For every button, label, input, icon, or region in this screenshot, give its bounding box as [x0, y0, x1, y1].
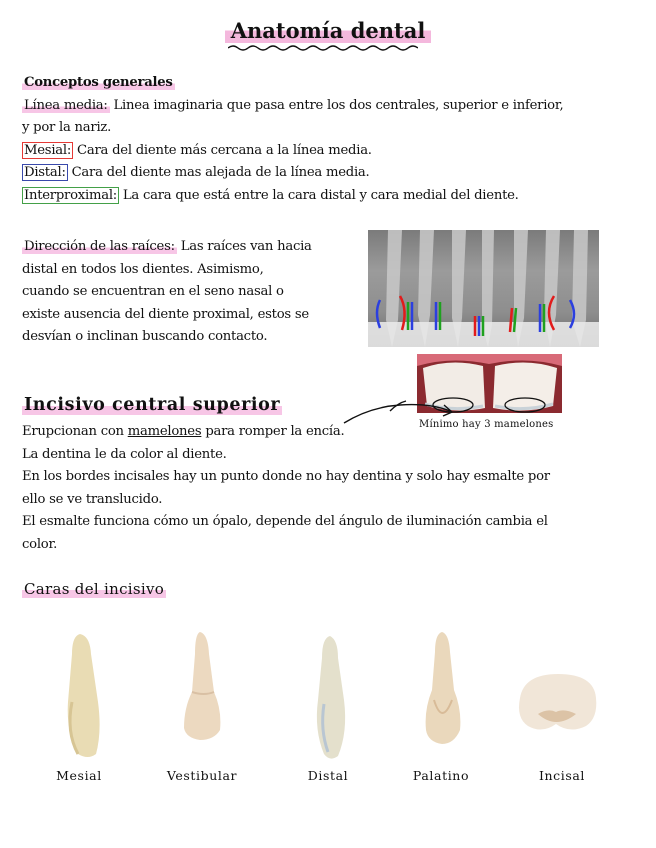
interproximal-term: Interproximal: — [24, 187, 117, 203]
roots-direction-section — [22, 236, 362, 349]
mesial-line — [22, 140, 642, 163]
tooth-mesial-image — [58, 632, 108, 760]
roots-term: Dirección de las raíces: — [24, 239, 175, 254]
general-concepts-heading: Conceptos generales — [24, 75, 173, 90]
distal-term: Distal: — [24, 165, 66, 180]
linea-media-definition: Linea imaginaria que pasa entre los dos centrales, superior e inferior, — [109, 97, 564, 113]
roots-text-1: Las raíces van hacia — [176, 239, 312, 254]
incisivo-line-5: El esmalte funciona cómo un ópalo, depende del ángulo de iluminación cambia el — [22, 514, 548, 529]
tooth-palatino-image — [418, 630, 468, 748]
mesial-term: Mesial: — [24, 142, 72, 158]
page-title: Anatomía dental — [0, 18, 656, 43]
linea-media-line-2: y por la nariz. — [22, 120, 112, 135]
label-incisal: Incisal — [538, 768, 586, 783]
label-vestibular: Vestibular — [166, 768, 238, 783]
label-distal: Distal — [307, 768, 349, 783]
incisivo-line-3: En los bordes incisales hay un punto donde no hay dentina y solo hay esmalte por — [22, 469, 550, 484]
roots-line-2: distal en todos los dientes. Asimismo, — [22, 261, 264, 277]
distal-line — [22, 162, 642, 185]
incisivo-text-1a: Erupcionan con — [22, 424, 128, 439]
tooth-vestibular-image — [184, 632, 220, 740]
incisivo-line-4: ello se ve translucido. — [22, 491, 163, 507]
label-mesial: Mesial — [56, 768, 102, 783]
title-underline-squiggle — [228, 44, 418, 52]
interproximal-line — [22, 185, 642, 208]
roots-line-5: desvían o inclinan buscando contacto. — [22, 329, 268, 344]
linea-media-term: Línea media: — [24, 97, 108, 113]
photo-caption: Mínimo hay 3 mamelones — [419, 419, 554, 430]
label-palatino: Palatino — [412, 768, 470, 783]
roots-line-1 — [22, 236, 362, 259]
caras-heading: Caras del incisivo — [24, 580, 165, 598]
linea-media-line — [22, 95, 642, 118]
incisivo-text — [22, 421, 642, 556]
interproximal-definition: La cara que está entre la cara distal y cara medial del diente. — [118, 187, 519, 203]
incisivo-line-1 — [22, 421, 642, 444]
tooth-distal-image — [306, 634, 356, 762]
incisivo-text-1c: para romper la encía. — [201, 424, 345, 439]
general-concepts-section — [22, 72, 642, 207]
incisivo-line-6: color. — [22, 536, 58, 552]
incisivo-line-2: La dentina le da color al diente. — [22, 446, 227, 462]
dental-xray-image — [368, 230, 599, 347]
mamelones-term: mamelones — [127, 424, 202, 439]
tooth-incisal-image — [514, 668, 600, 736]
roots-line-3: cuando se encuentran en el seno nasal o — [22, 284, 284, 299]
mesial-definition: Cara del diente más cercana a la línea media. — [73, 142, 372, 158]
incisivo-heading: Incisivo central superior — [24, 395, 281, 415]
distal-definition: Cara del diente mas alejada de la línea media. — [67, 165, 370, 180]
roots-line-4: existe ausencia del diente proximal, estos se — [22, 306, 309, 322]
